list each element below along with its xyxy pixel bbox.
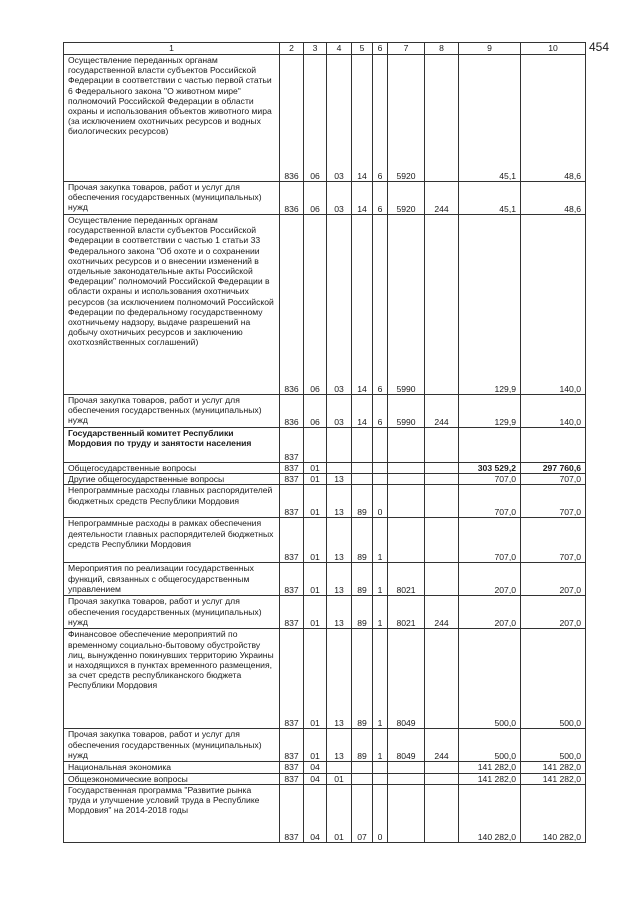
section-code: 06 — [304, 395, 327, 428]
expense-type-code: 244 — [425, 182, 459, 215]
chapter-code: 837 — [280, 773, 304, 784]
amount-2016: 141 282,0 — [521, 762, 586, 773]
subsection-code: 03 — [327, 395, 352, 428]
section-code: 01 — [304, 463, 327, 474]
amount-2016: 707,0 — [521, 474, 586, 485]
subsection-code: 03 — [327, 55, 352, 182]
row-name: Общеэкономические вопросы — [64, 773, 280, 784]
amount-2015: 707,0 — [459, 485, 521, 518]
row-name: Прочая закупка товаров, работ и услуг для обеспечения государственных (муниципальных) нужд — [64, 729, 280, 762]
table-row — [64, 215, 586, 395]
amount-2015: 707,0 — [459, 518, 521, 563]
section-code: 04 — [304, 773, 327, 784]
section-code: 01 — [304, 474, 327, 485]
section-code: 06 — [304, 215, 327, 395]
chapter-code: 836 — [280, 182, 304, 215]
table-header-row — [64, 43, 586, 55]
expense-type-code — [425, 784, 459, 842]
subprogram-code: 6 — [373, 182, 388, 215]
table-row — [64, 55, 586, 182]
subsection-code: 13 — [327, 518, 352, 563]
program-code: 89 — [352, 518, 373, 563]
chapter-code: 836 — [280, 395, 304, 428]
target-item-code — [388, 518, 425, 563]
target-item-code: 5990 — [388, 215, 425, 395]
amount-2015: 45,1 — [459, 55, 521, 182]
section-code — [304, 428, 327, 463]
chapter-code: 836 — [280, 215, 304, 395]
chapter-code: 837 — [280, 463, 304, 474]
table-row — [64, 596, 586, 629]
amount-2015: 129,9 — [459, 395, 521, 428]
table-row — [64, 629, 586, 729]
column-header-8: 8 — [425, 43, 459, 55]
row-name: Непрограммные расходы главных распорядителей бюджетных средств Республики Мордовия — [64, 485, 280, 518]
section-code: 01 — [304, 596, 327, 629]
column-header-5: 5 — [352, 43, 373, 55]
amount-2015: 707,0 — [459, 474, 521, 485]
program-code — [352, 762, 373, 773]
target-item-code — [388, 463, 425, 474]
program-code — [352, 463, 373, 474]
chapter-code: 837 — [280, 563, 304, 596]
row-name: Государственная программа "Развитие рынка труда и улучшение условий труда в Республике Мордовия" на 2014-2018 годы — [64, 784, 280, 842]
expense-type-code — [425, 518, 459, 563]
amount-2016: 207,0 — [521, 596, 586, 629]
section-code: 06 — [304, 55, 327, 182]
table-row — [64, 784, 586, 842]
subprogram-code — [373, 762, 388, 773]
page-number: 454 — [589, 40, 610, 54]
amount-2016: 707,0 — [521, 485, 586, 518]
amount-2016: 48,6 — [521, 55, 586, 182]
program-code: 89 — [352, 563, 373, 596]
amount-2015: 207,0 — [459, 596, 521, 629]
column-header-10: 10 — [521, 43, 586, 55]
row-name: Осуществление переданных органам государственной власти субъектов Российской Федерации в соответствии с частью первой статьи 6 Федерального закона "О животном мире" полномочий Российской Федерации в области охраны и использования объектов животного мира (за исключением охотничьих ресурсов и водных биологических ресурсов) — [64, 55, 280, 182]
target-item-code: 8021 — [388, 563, 425, 596]
section-code: 06 — [304, 182, 327, 215]
chapter-code: 836 — [280, 55, 304, 182]
program-code — [352, 428, 373, 463]
program-code: 89 — [352, 629, 373, 729]
subprogram-code: 6 — [373, 395, 388, 428]
subprogram-code: 1 — [373, 629, 388, 729]
chapter-code: 837 — [280, 596, 304, 629]
target-item-code: 5990 — [388, 395, 425, 428]
table-row — [64, 485, 586, 518]
program-code: 07 — [352, 784, 373, 842]
budget-table — [63, 42, 586, 843]
expense-type-code — [425, 629, 459, 729]
expense-type-code — [425, 773, 459, 784]
row-name: Прочая закупка товаров, работ и услуг для обеспечения государственных (муниципальных) нужд — [64, 182, 280, 215]
expense-type-code — [425, 215, 459, 395]
expense-type-code — [425, 563, 459, 596]
table-row — [64, 518, 586, 563]
amount-2015: 129,9 — [459, 215, 521, 395]
program-code: 89 — [352, 729, 373, 762]
section-code: 04 — [304, 784, 327, 842]
table-row — [64, 762, 586, 773]
column-header-6: 6 — [373, 43, 388, 55]
target-item-code — [388, 773, 425, 784]
amount-2016 — [521, 428, 586, 463]
amount-2015: 500,0 — [459, 629, 521, 729]
chapter-code: 837 — [280, 474, 304, 485]
expense-type-code — [425, 485, 459, 518]
row-name: Непрограммные расходы в рамках обеспечения деятельности главных распорядителей бюджетных средств Республики Мордовия — [64, 518, 280, 563]
chapter-code: 837 — [280, 485, 304, 518]
subprogram-code — [373, 428, 388, 463]
row-name: Другие общегосударственные вопросы — [64, 474, 280, 485]
amount-2015: 140 282,0 — [459, 784, 521, 842]
amount-2016: 500,0 — [521, 629, 586, 729]
amount-2015 — [459, 428, 521, 463]
target-item-code: 8049 — [388, 629, 425, 729]
program-code: 89 — [352, 596, 373, 629]
row-name: Общегосударственные вопросы — [64, 463, 280, 474]
table-row — [64, 563, 586, 596]
subsection-code: 13 — [327, 729, 352, 762]
section-code: 01 — [304, 629, 327, 729]
row-name: Национальная экономика — [64, 762, 280, 773]
subprogram-code — [373, 773, 388, 784]
target-item-code — [388, 428, 425, 463]
target-item-code — [388, 474, 425, 485]
table-row — [64, 729, 586, 762]
subsection-code: 03 — [327, 215, 352, 395]
row-name: Мероприятия по реализации государственных функций, связанных с общегосударственным управлением — [64, 563, 280, 596]
column-header-3: 3 — [304, 43, 327, 55]
target-item-code: 5920 — [388, 55, 425, 182]
column-header-9: 9 — [459, 43, 521, 55]
subsection-code: 13 — [327, 596, 352, 629]
chapter-code: 837 — [280, 629, 304, 729]
column-header-4: 4 — [327, 43, 352, 55]
subprogram-code: 1 — [373, 596, 388, 629]
amount-2015: 141 282,0 — [459, 762, 521, 773]
target-item-code: 8049 — [388, 729, 425, 762]
subsection-code: 01 — [327, 773, 352, 784]
chapter-code: 837 — [280, 428, 304, 463]
chapter-code: 837 — [280, 518, 304, 563]
subprogram-code: 1 — [373, 518, 388, 563]
expense-type-code — [425, 474, 459, 485]
column-header-1: 1 — [64, 43, 280, 55]
subprogram-code: 1 — [373, 729, 388, 762]
amount-2015: 303 529,2 — [459, 463, 521, 474]
subsection-code: 01 — [327, 784, 352, 842]
target-item-code — [388, 784, 425, 842]
amount-2016: 140 282,0 — [521, 784, 586, 842]
table-row — [64, 463, 586, 474]
chapter-code: 837 — [280, 729, 304, 762]
table-row — [64, 474, 586, 485]
amount-2016: 48,6 — [521, 182, 586, 215]
amount-2016: 207,0 — [521, 563, 586, 596]
subprogram-code: 0 — [373, 485, 388, 518]
program-code — [352, 773, 373, 784]
chapter-code: 837 — [280, 762, 304, 773]
column-header-7: 7 — [388, 43, 425, 55]
subsection-code: 03 — [327, 182, 352, 215]
subsection-code: 13 — [327, 563, 352, 596]
target-item-code: 5920 — [388, 182, 425, 215]
expense-type-code: 244 — [425, 729, 459, 762]
amount-2016: 297 760,6 — [521, 463, 586, 474]
column-header-2: 2 — [280, 43, 304, 55]
amount-2016: 140,0 — [521, 215, 586, 395]
amount-2016: 140,0 — [521, 395, 586, 428]
program-code: 14 — [352, 395, 373, 428]
subprogram-code — [373, 463, 388, 474]
subprogram-code: 6 — [373, 215, 388, 395]
row-name: Осуществление переданных органам государственной власти субъектов Российской Федерации в соответствии с частью 1 статьи 33 Федерального закона "Об охоте и о сохранении охотничьих ресурсов и о внесении изменений в отдельные законодательные акты Российской Федерации" полномочий Российской Федерации в области охраны и использования охотничьих ресурсов (за исключением полномочий Российской Федерации по федеральному государственному охотничьему надзору, выдаче разрешений на добычу охотничьих ресурсов и заключению охотхозяйственных соглашений) — [64, 215, 280, 395]
target-item-code — [388, 762, 425, 773]
table-row — [64, 773, 586, 784]
expense-type-code — [425, 762, 459, 773]
subprogram-code — [373, 474, 388, 485]
amount-2015: 500,0 — [459, 729, 521, 762]
row-name: Прочая закупка товаров, работ и услуг для обеспечения государственных (муниципальных) нужд — [64, 395, 280, 428]
table-row — [64, 182, 586, 215]
expense-type-code — [425, 55, 459, 182]
chapter-code: 837 — [280, 784, 304, 842]
expense-type-code — [425, 428, 459, 463]
expense-type-code: 244 — [425, 395, 459, 428]
section-code: 01 — [304, 563, 327, 596]
section-code: 01 — [304, 729, 327, 762]
subsection-code: 13 — [327, 485, 352, 518]
target-item-code: 8021 — [388, 596, 425, 629]
subsection-code — [327, 428, 352, 463]
table-row — [64, 428, 586, 463]
subprogram-code: 0 — [373, 784, 388, 842]
subsection-code — [327, 762, 352, 773]
amount-2015: 45,1 — [459, 182, 521, 215]
program-code: 14 — [352, 55, 373, 182]
amount-2016: 707,0 — [521, 518, 586, 563]
row-name: Финансовое обеспечение мероприятий по временному социально-бытовому обустройству лиц, вынужденно покинувших территорию Украины и находящихся в пунктах временного размещения, за счет средств республиканского бюджета Республики Мордовия — [64, 629, 280, 729]
expense-type-code: 244 — [425, 596, 459, 629]
subsection-code: 13 — [327, 629, 352, 729]
section-code: 01 — [304, 485, 327, 518]
target-item-code — [388, 485, 425, 518]
section-code: 01 — [304, 518, 327, 563]
amount-2015: 207,0 — [459, 563, 521, 596]
subsection-code — [327, 463, 352, 474]
subprogram-code: 6 — [373, 55, 388, 182]
amount-2016: 141 282,0 — [521, 773, 586, 784]
row-name: Государственный комитет Республики Мордовия по труду и занятости населения — [64, 428, 280, 463]
subprogram-code: 1 — [373, 563, 388, 596]
table-row — [64, 395, 586, 428]
section-code: 04 — [304, 762, 327, 773]
expense-type-code — [425, 463, 459, 474]
amount-2015: 141 282,0 — [459, 773, 521, 784]
amount-2016: 500,0 — [521, 729, 586, 762]
program-code: 14 — [352, 215, 373, 395]
row-name: Прочая закупка товаров, работ и услуг для обеспечения государственных (муниципальных) нужд — [64, 596, 280, 629]
program-code: 14 — [352, 182, 373, 215]
program-code — [352, 474, 373, 485]
program-code: 89 — [352, 485, 373, 518]
subsection-code: 13 — [327, 474, 352, 485]
